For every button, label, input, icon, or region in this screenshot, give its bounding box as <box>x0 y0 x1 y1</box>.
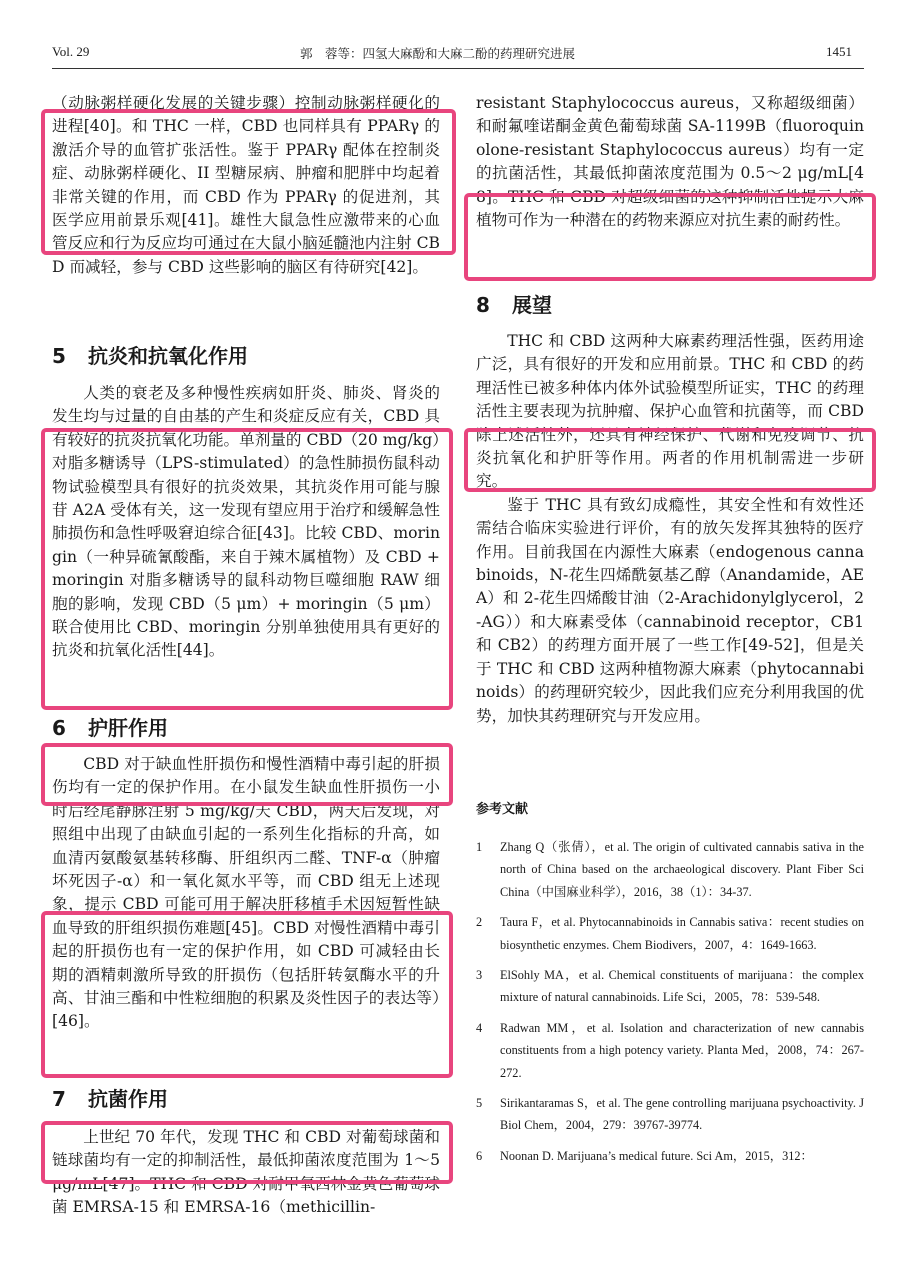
reference-text: ElSohly MA，et al. Chemical constituents of marijuana：the complex mixture of natural cannabinoids. Life Sci，2005，78：539-548. <box>500 968 864 1005</box>
section-number: 5 <box>52 344 66 368</box>
section-title: 展望 <box>512 293 552 317</box>
reference-item <box>476 1145 864 1167</box>
reference-number: 6 <box>476 1148 483 1163</box>
section-number: 8 <box>476 293 490 317</box>
antibacterial-continued-paragraph: resistant Staphylococcus aureus，又称超级细菌）和耐氟喹诺酮金黄色葡萄球菌 SA-1199B（fluoroquinolone-resistant Staphylococcus aureus）均有一定的抗菌活性，其最低抑菌浓度范围为 0.5～2 μg/mL[48]。THC 和 CBD 对超级细菌的这种抑制活性提示大麻植物可作为一种潜在的药物来源应对抗生素的耐药性。 <box>476 94 864 230</box>
section-8-paragraph-1: THC 和 CBD 这两种大麻素药理活性强，医药用途广泛，具有很好的开发和应用前景。THC 和 CBD 的药理活性已被多种体内体外试验模型所证实，THC 的药理活性主要表现为抗肿瘤、保护心血管和抗菌等，而 CBD 除上述活性外，还具有神经保护、代谢和免疫调节、抗炎抗氧化和护肝等作用。两者的作用机制需进一步研究。 <box>476 332 864 491</box>
section-6-paragraph: CBD 对于缺血性肝损伤和慢性酒精中毒引起的肝损伤均有一定的保护作用。在小鼠发生缺血性肝损伤一小时后经尾静脉注射 5 mg/kg/天 CBD，两天后发现，对照组中出现了由缺血引起的一系列生化指标的升高，如血清丙氨酸氨基转移酶、肝组织丙二醛、TNF-α（肿瘤坏死因子-α）和一氧化氮水平等，而 CBD 组无上述现象，提示 CBD 可能可用于解决肝移植手术因短暂性缺血导致的肝组织损伤难题[45]。CBD 对慢性酒精中毒引起的肝损伤也有一定的保护作用，如 CBD 可减轻由长期的酒精刺激所导致的肝损伤（包括肝转氨酶水平的升高、甘油三酯和中性粒细胞的积累及炎性因子的表达等）[46]。 <box>52 755 440 1031</box>
reference-item <box>476 964 864 1009</box>
section-5-paragraph: 人类的衰老及多种慢性疾病如肝炎、肺炎、肾炎的发生均与过量的自由基的产生和炎症反应有关，CBD 具有较好的抗炎抗氧化功能。单剂量的 CBD（20 mg/kg）对脂多糖诱导（LPS-stimulated）的急性肺损伤鼠科动物试验模型具有很好的抗炎效果，其抗炎作用可能与腺苷 A2A 受体有关，这一发现有望应用于治疗和缓解急性肺损伤和急性呼吸窘迫综合征[43]。比较 CBD、moringin（一种异硫氰酸酯，来自于辣木属植物）及 CBD + moringin 对脂多糖诱导的鼠科动物巨噬细胞 RAW 细胞的影响，发现 CBD（5 μm）+ moringin（5 μm）联合使用比 CBD、moringin 分别单独使用具有更好的抗炎和抗氧化活性[44]。 <box>52 384 440 660</box>
reference-text: Sirikantaramas S，et al. The gene controlling marijuana psychoactivity. J Biol Chem，2004，279：39767-39774. <box>500 1096 864 1133</box>
reference-item <box>476 836 864 903</box>
section-7-paragraph: 上世纪 70 年代，发现 THC 和 CBD 对葡萄球菌和链球菌均有一定的抑制活性，最低抑菌浓度范围为 1～5 μg/mL[47]。THC 和 CBD 对耐甲氧西林金黄色葡萄球菌 EMRSA-15 和 EMRSA-16（methicillin- <box>52 1128 440 1217</box>
volume-label: Vol. 29 <box>52 44 90 59</box>
section-8-heading <box>476 289 552 318</box>
section-6-heading <box>52 712 168 741</box>
section-title: 护肝作用 <box>88 716 168 740</box>
section-title: 抗菌作用 <box>88 1087 168 1111</box>
running-title: 郭 蓉等：四氢大麻酚和大麻二酚的药理研究进展 <box>300 46 576 61</box>
reference-number: 3 <box>476 968 483 983</box>
section-title: 抗炎和抗氧化作用 <box>88 344 248 368</box>
section-number: 6 <box>52 716 66 740</box>
reference-number: 1 <box>476 840 483 854</box>
right-column <box>476 92 864 232</box>
reference-number: 5 <box>476 1096 483 1111</box>
references-heading: 参考文献 <box>476 802 529 817</box>
header-rule <box>52 68 864 69</box>
left-column <box>52 92 440 279</box>
reference-item <box>476 1017 864 1084</box>
reference-item <box>476 1092 864 1137</box>
section-7-heading <box>52 1083 168 1112</box>
reference-number: 4 <box>476 1020 483 1035</box>
page-number: 1451 <box>826 44 852 59</box>
section-number: 7 <box>52 1087 66 1111</box>
reference-text: Taura F，et al. Phytocannabinoids in Cannabis sativa：recent studies on biosynthetic enzymes. Chem Biodivers，2007，4：1649-1663. <box>500 915 864 952</box>
section-8-paragraph-2: 鉴于 THC 具有致幻成瘾性，其安全性和有效性还需结合临床实验进行评价，有的放矢发挥其独特的医疗作用。目前我国在内源性大麻素（endogenous cannabinoids，N-花生四烯酰氨基乙醇（Anandamide，AEA）和 2-花生四烯酸甘油（2-Arachidonylglycerol，2-AG））和大麻素受体（cannabinoid receptor，CB1 和 CB2）的药理方面开展了一些工作[49-52]，但是关于 THC 和 CBD 这两种植物源大麻素（phytocannabinoids）的药理研究较少，因此我们应充分利用我国的优势，加快其药理研究与开发应用。 <box>476 495 864 725</box>
section-5-heading <box>52 340 248 369</box>
reference-text: Noonan D. Marijuana’s medical future. Sci Am，2015，312： <box>500 1148 813 1163</box>
reference-list <box>476 836 864 1175</box>
reference-text: Zhang Q（张倩），et al. The origin of cultivated cannabis sativa in the north of China based on the archaeological discovery. Plant Fiber Sci China（中国麻业科学），2016，38（1）：34-37. <box>500 840 864 899</box>
reference-item <box>476 911 864 956</box>
intro-paragraph: （动脉粥样硬化发展的关键步骤）控制动脉粥样硬化的进程[40]。和 THC 一样，CBD 也同样具有 PPARγ 的激活介导的血管扩张活性。鉴于 PPARγ 配体在控制炎症、动脉粥样硬化、II 型糖尿病、肿瘤和肥胖中均起着非常关键的作用，而 CBD 作为 PPARγ 的促进剂，其医学应用前景乐观[41]。雄性大鼠急性应激带来的心血管反应和行为反应均可通过在大鼠小脑延髓池内注射 CBD 而减轻，参与 CBD 这些影响的脑区有待研究[42]。 <box>52 94 440 276</box>
reference-text: Radwan MM，et al. Isolation and characterization of new cannabis constituents from a high potency variety. Planta Med，2008，74：267-272. <box>500 1020 864 1080</box>
reference-number: 2 <box>476 915 483 930</box>
